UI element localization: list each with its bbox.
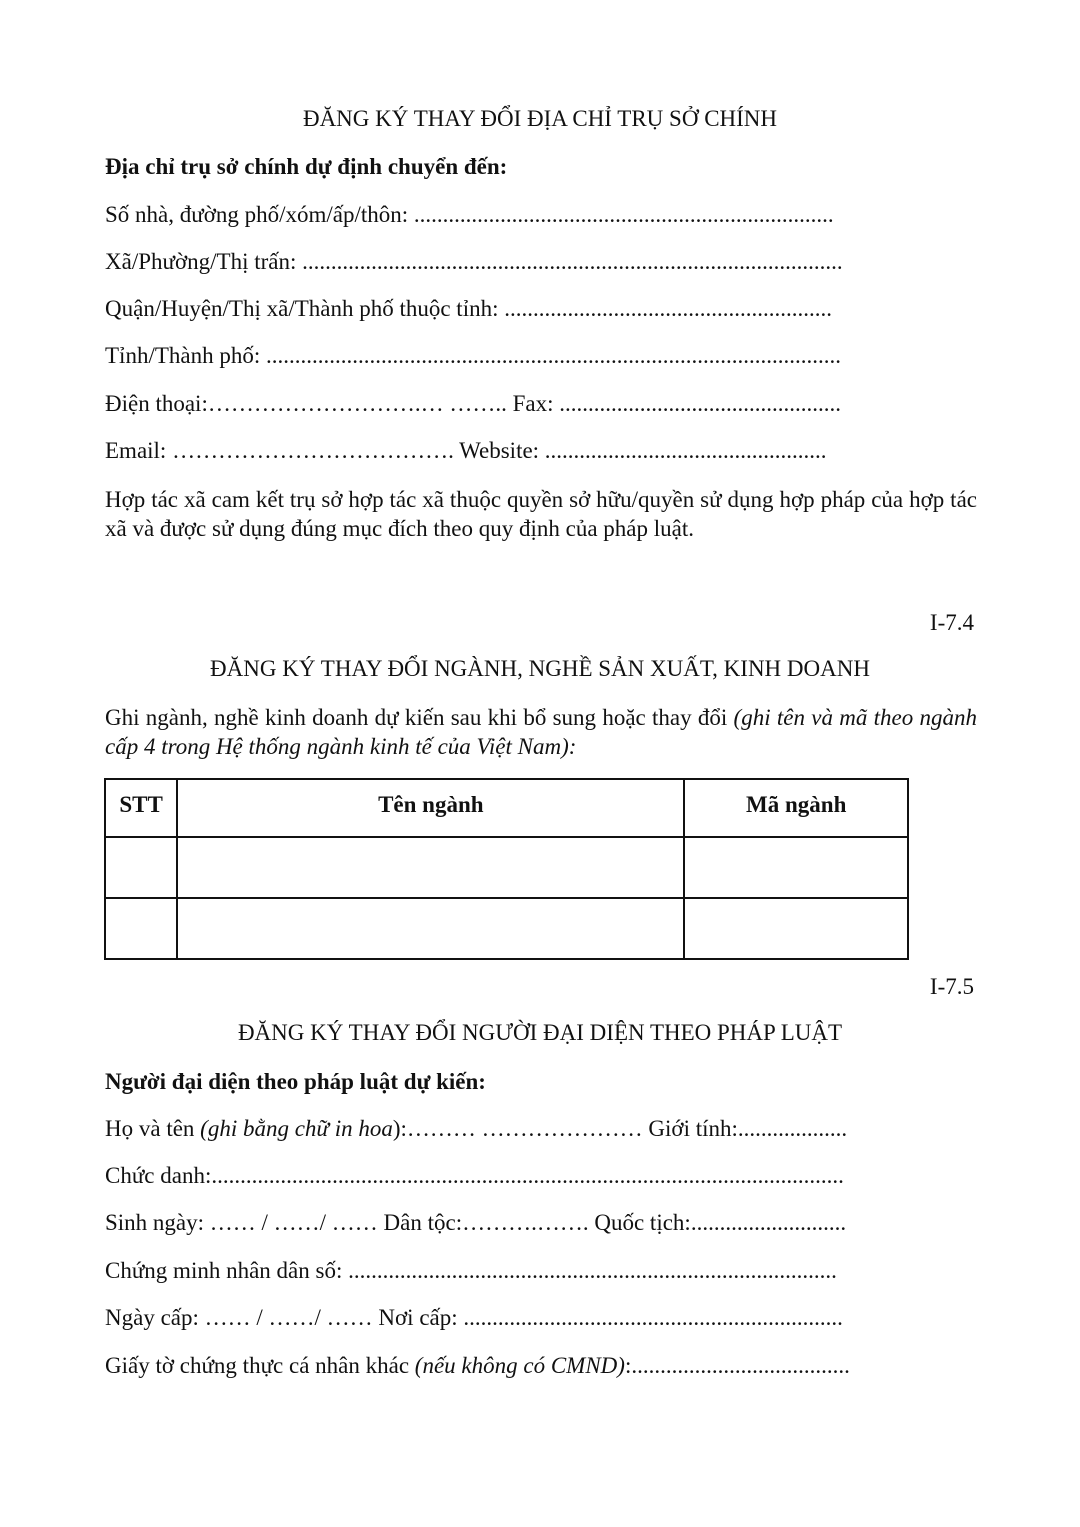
table-cell[interactable] <box>177 898 684 959</box>
business-intro-text: Ghi ngành, nghề kinh doanh dự kiến sau khi bổ sung hoặc thay đổi <box>105 705 734 730</box>
field-province: Tỉnh/Thành phố: .................................................................................................... <box>105 343 841 368</box>
header-ten-nganh: Tên ngành <box>177 779 684 837</box>
section-title-legal-representative: ĐĂNG KÝ THAY ĐỔI NGƯỜI ĐẠI DIỆN THEO PHÁP LUẬT <box>237 1020 843 1045</box>
table-cell[interactable] <box>684 898 908 959</box>
field-full-name-gender <box>105 1115 847 1143</box>
table-cell[interactable] <box>105 898 177 959</box>
commitment-paragraph: Hợp tác xã cam kết trụ sở hợp tác xã thuộc quyền sở hữu/quyền sử dụng hợp pháp của hợp tác xã và được sử dụng đúng mục đích theo quy định của pháp luật. <box>105 487 977 541</box>
section-code-i-7-5: I-7.5 <box>929 974 974 999</box>
field-ward: Xã/Phường/Thị trấn: .............................................................................................. <box>105 249 843 274</box>
field-street: Số nhà, đường phố/xóm/ấp/thôn: ......................................................................... <box>105 202 834 227</box>
business-intro-note: (ghi tên và mã theo ngành cấp 4 trong Hệ thống ngành kinh tế của Việt Nam): <box>105 705 977 759</box>
name-label: Họ và tên <box>105 1116 201 1141</box>
other-id-fill: :...................................... <box>624 1353 850 1378</box>
section-title-business-lines: ĐĂNG KÝ THAY ĐỔI NGÀNH, NGHỀ SẢN XUẤT, KINH DOANH <box>210 656 870 681</box>
field-position: Chức danh:.............................................................................................................. <box>105 1163 844 1188</box>
table-row <box>105 898 908 959</box>
table-cell[interactable] <box>684 837 908 898</box>
table-cell[interactable] <box>177 837 684 898</box>
table-row <box>105 837 908 898</box>
field-id-number: Chứng minh nhân dân số: ..................................................................................... <box>105 1258 837 1283</box>
header-ma-nganh: Mã ngành <box>684 779 908 837</box>
section-code-i-7-4: I-7.4 <box>929 610 974 635</box>
table-cell[interactable] <box>105 837 177 898</box>
name-gender-fill: ):……… ………………… Giới tính:................... <box>392 1116 848 1141</box>
name-note: (ghi bằng chữ in hoa <box>200 1116 393 1141</box>
field-email-website: Email: ………………………………. Website: ................................................. <box>105 438 827 463</box>
other-id-label: Giấy tờ chứng thực cá nhân khác <box>105 1353 415 1378</box>
business-lines-table <box>104 778 909 960</box>
business-intro-paragraph <box>105 703 977 761</box>
other-id-note: (nếu không có CMND) <box>414 1353 625 1378</box>
section-title-head-office: ĐĂNG KÝ THAY ĐỔI ĐỊA CHỈ TRỤ SỞ CHÍNH <box>302 106 778 131</box>
field-birth-ethnicity-nationality: Sinh ngày: …… / ……/ …… Dân tộc:……….……. Quốc tịch:........................... <box>105 1210 847 1235</box>
table-header-row <box>105 779 908 837</box>
subheading-new-address: Địa chỉ trụ sở chính dự định chuyển đến: <box>105 154 508 179</box>
field-other-id <box>105 1352 850 1380</box>
field-issue-date-place: Ngày cấp: …… / ……/ …… Nơi cấp: .................................................................. <box>105 1305 843 1330</box>
field-phone-fax: Điện thoại:……………………….… …….. Fax: ................................................. <box>105 391 841 416</box>
field-district: Quận/Huyện/Thị xã/Thành phố thuộc tỉnh: ......................................................... <box>105 296 832 321</box>
header-stt: STT <box>105 779 177 837</box>
subheading-representative: Người đại diện theo pháp luật dự kiến: <box>105 1069 486 1094</box>
